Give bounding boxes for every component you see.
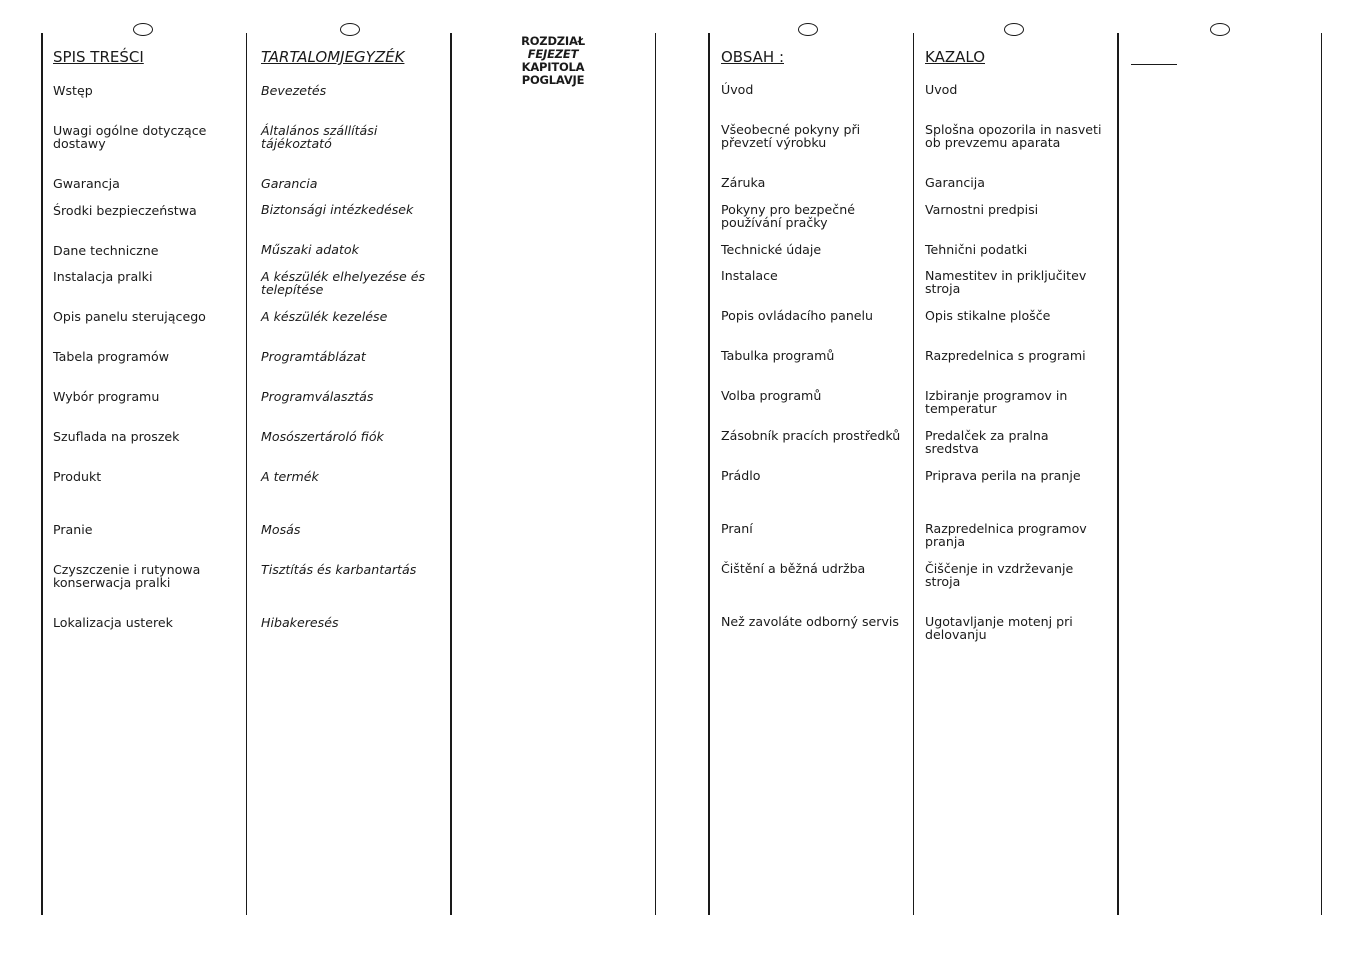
column-rule (1321, 33, 1322, 915)
toc-item: Varnostni predpisi (925, 202, 1039, 217)
toc-item: Pranie (53, 522, 93, 537)
toc-item: Bevezetés (261, 83, 327, 98)
toc-item: Technické údaje (721, 242, 822, 257)
toc-item: Uwagi ogólne dotyczące dostawy (53, 123, 207, 151)
toc-title: SPIS TREŚCI (53, 48, 144, 66)
flag-placeholder-icon (133, 23, 153, 36)
toc-item: Gwarancja (53, 176, 120, 191)
toc-item: A készülék elhelyezése és telepítése (261, 269, 426, 297)
toc-title: TARTALOMJEGYZÉK (261, 48, 405, 66)
toc-item: Razpredelnica s programi (925, 348, 1086, 363)
toc-item: Prádlo (721, 468, 761, 483)
toc-item: A készülék kezelése (261, 309, 388, 324)
toc-item: Záruka (721, 175, 766, 190)
flag-placeholder-icon (1004, 23, 1024, 36)
toc-item: Wybór programu (53, 389, 160, 404)
chapter-header (508, 35, 598, 87)
toc-item: Biztonsági intézkedések (261, 202, 414, 217)
toc-item: Namestitev in priključitev stroja (925, 268, 1087, 296)
toc-item: Tisztítás és karbantartás (261, 562, 417, 577)
toc-item: Opis stikalne plošče (925, 308, 1051, 323)
toc-item: Splošna opozorila in nasveti ob prevzemu aparata (925, 122, 1102, 150)
toc-item: Garancija (925, 175, 985, 190)
toc-item: Ugotavljanje motenj pri delovanju (925, 614, 1073, 642)
toc-item: Wstęp (53, 83, 93, 98)
flag-placeholder-icon (798, 23, 818, 36)
toc-item: Čiščenje in vzdrževanje stroja (925, 561, 1074, 589)
toc-item: Mosás (261, 522, 301, 537)
toc-item: Čištění a běžná udržba (721, 561, 866, 576)
chapter-label-si: POGLAVJE (521, 73, 585, 87)
toc-item: Środki bezpieczeństwa (53, 203, 197, 218)
toc-title: KAZALO (925, 48, 985, 66)
toc-item: A termék (261, 469, 319, 484)
toc-item: Hibakeresés (261, 615, 339, 630)
toc-item: Než zavoláte odborný servis (721, 614, 899, 629)
toc-item: Programválasztás (261, 389, 374, 404)
column-rule (655, 33, 656, 915)
toc-item: Úvod (721, 82, 754, 97)
chapter-label-pl: ROZDZIAŁ (521, 34, 585, 48)
column-rule (913, 33, 914, 915)
toc-item: Instalacja pralki (53, 269, 153, 284)
toc-item: Produkt (53, 469, 102, 484)
column-rule (246, 33, 247, 915)
toc-item: Razpredelnica programov pranja (925, 521, 1087, 549)
blank-title-line (1131, 64, 1177, 65)
chapter-label-cz: KAPITOLA (521, 60, 585, 74)
column-rule (450, 33, 452, 915)
toc-item: Műszaki adatok (261, 242, 359, 257)
flag-placeholder-icon (1210, 23, 1230, 36)
toc-item: Zásobník pracích prostředků (721, 428, 901, 443)
toc-item: Tabela programów (53, 349, 170, 364)
toc-item: Általános szállítási tájékoztató (261, 123, 378, 151)
toc-title: OBSAH : (721, 48, 784, 66)
column-rule (41, 33, 43, 915)
toc-item: Priprava perila na pranje (925, 468, 1081, 483)
chapter-label-hu: FEJEZET (527, 47, 579, 61)
toc-item: Dane techniczne (53, 243, 159, 258)
toc-item: Opis panelu sterującego (53, 309, 206, 324)
toc-item: Mosószertároló fiók (261, 429, 384, 444)
toc-item: Instalace (721, 268, 778, 283)
flag-placeholder-icon (340, 23, 360, 36)
toc-item: Garancia (261, 176, 318, 191)
toc-item: Lokalizacja usterek (53, 615, 173, 630)
toc-item: Izbiranje programov in temperatur (925, 388, 1068, 416)
toc-item: Czyszczenie i rutynowa konserwacja pralki (53, 562, 201, 590)
toc-item: Praní (721, 521, 753, 536)
toc-item: Tabulka programů (721, 348, 835, 363)
toc-item: Szuflada na proszek (53, 429, 180, 444)
toc-item: Programtáblázat (261, 349, 366, 364)
toc-item: Volba programů (721, 388, 822, 403)
toc-item: Všeobecné pokyny při převzetí výrobku (721, 122, 861, 150)
toc-item: Uvod (925, 82, 958, 97)
toc-item: Popis ovládacího panelu (721, 308, 874, 323)
toc-item: Tehnični podatki (925, 242, 1028, 257)
toc-item: Predalček za pralna sredstva (925, 428, 1049, 456)
toc-item: Pokyny pro bezpečné používání pračky (721, 202, 855, 230)
column-rule (708, 33, 710, 915)
column-rule (1117, 33, 1119, 915)
